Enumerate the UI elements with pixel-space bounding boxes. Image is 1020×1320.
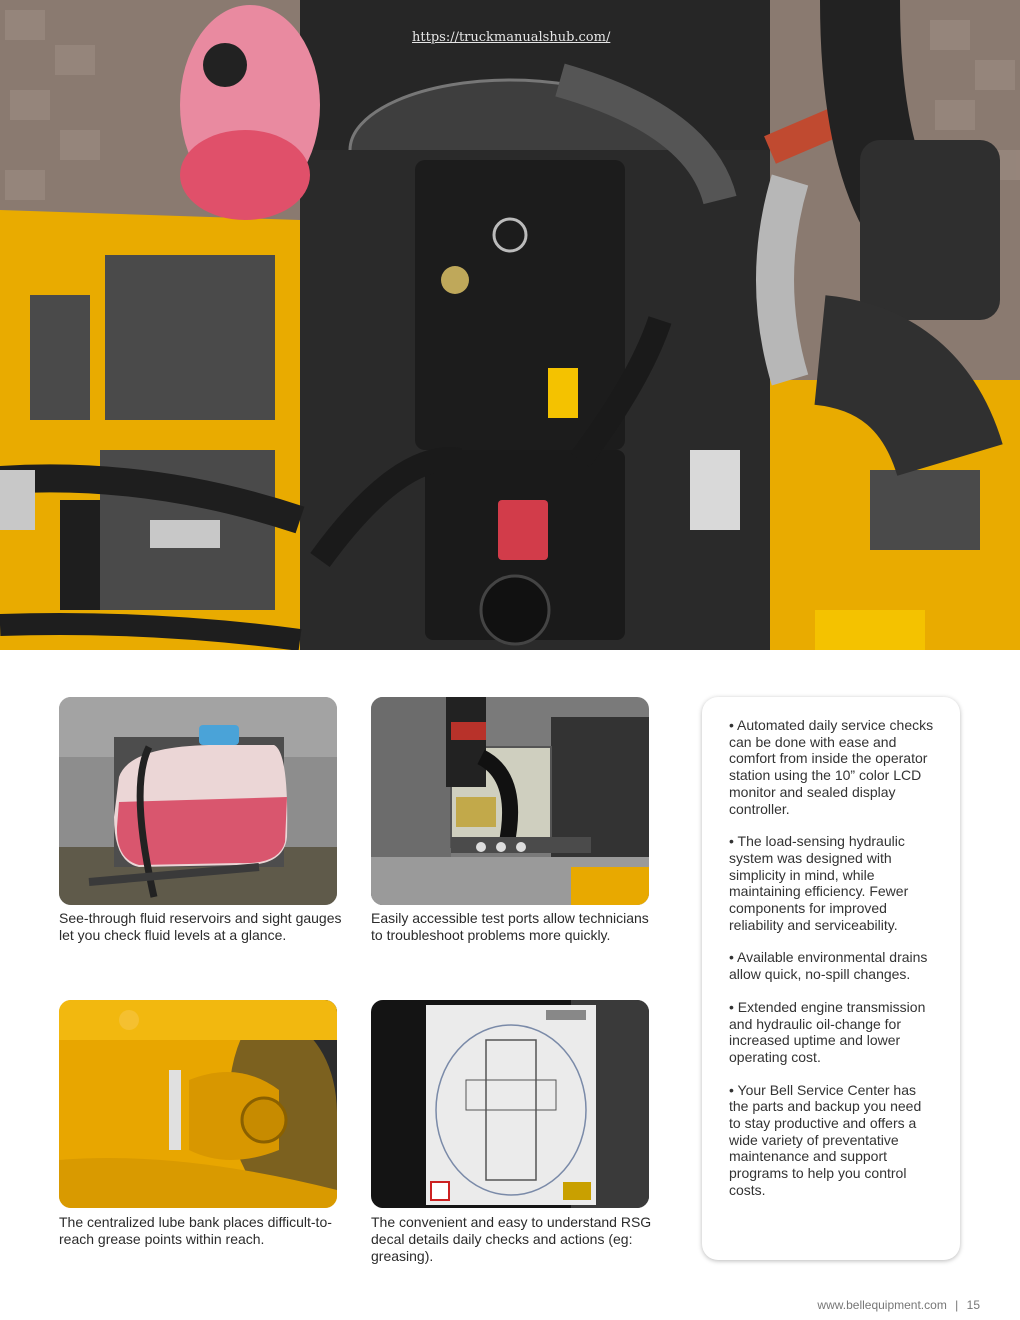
footer-separator: | xyxy=(955,1298,959,1312)
lube-bank-photo xyxy=(59,1000,337,1208)
bullet-daily-service-checks: • Automated daily service checks can be done with ease and comfort from inside the operator station using the 10” color LCD monitor and sealed display controller. xyxy=(729,717,934,817)
rsg-decal-photo xyxy=(371,1000,649,1208)
test-ports-photo xyxy=(371,697,649,905)
bullet-load-sensing-hydraulics: • The load-sensing hydraulic system was designed with simplicity in mind, while maintaining efficiency. Fewer components for improved reliability and serviceability. xyxy=(729,833,909,933)
page-number: 15 xyxy=(966,1298,980,1312)
watermark-url[interactable]: https://truckmanualshub.com/ xyxy=(412,30,611,45)
bullet-environmental-drains: • Available environmental drains allow quick, no-spill changes. xyxy=(729,949,928,983)
footer-url[interactable]: www.bellequipment.com xyxy=(817,1298,947,1312)
features-panel xyxy=(702,697,960,1260)
page-footer xyxy=(817,1298,980,1312)
engine-bay-photo xyxy=(0,0,1020,650)
bullet-service-center: • Your Bell Service Center has the parts and backup you need to stay productive and offers a wide variety of preventative maintenance and support programs to help you control costs. xyxy=(729,1081,922,1198)
caption-test-ports: Easily accessible test ports allow technicians to troubleshoot problems more quickly. xyxy=(371,910,649,943)
caption-rsg-decal: The convenient and easy to understand RSG decal details daily checks and actions (eg: greasing). xyxy=(371,1214,652,1264)
bullet-extended-oil-change: • Extended engine transmission and hydraulic oil-change for increased uptime and lower operating cost. xyxy=(729,998,926,1065)
caption-lube-bank: The centralized lube bank places difficult-to-reach grease points within reach. xyxy=(59,1214,332,1247)
coolant-reservoir-photo xyxy=(59,697,337,905)
caption-coolant-reservoir: See-through fluid reservoirs and sight gauges let you check fluid levels at a glance. xyxy=(59,910,342,943)
